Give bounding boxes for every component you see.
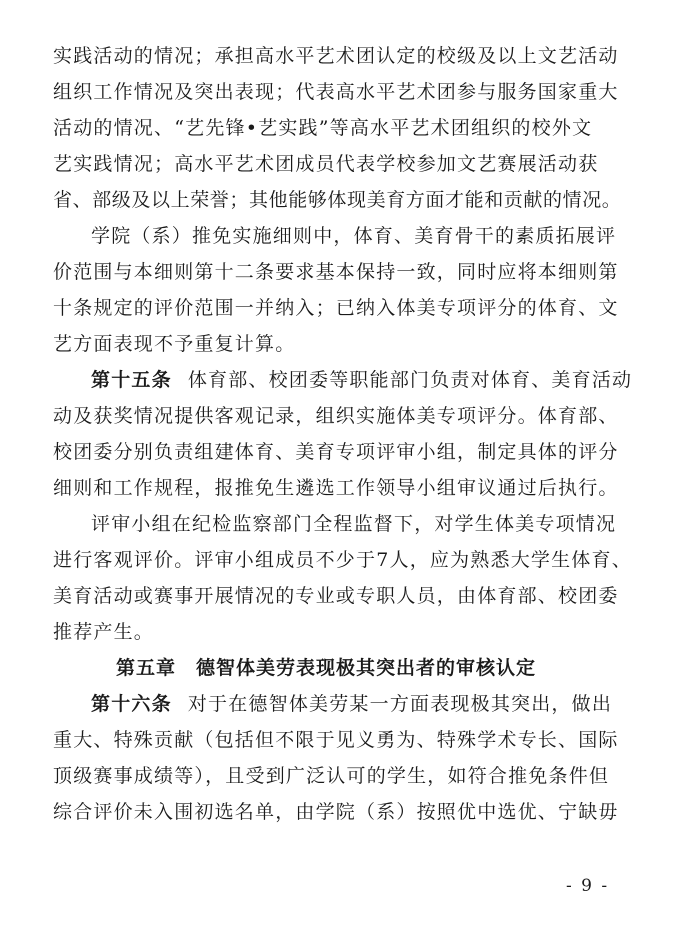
text-line: 对于在德智体美劳某一方面表现极其突出，做出 [187,693,613,715]
text-line: 体育部、校团委等职能部门负责对体育、美育活动 [187,369,633,391]
text-line: 美育活动或赛事开展情况的专业或专职人员，由体育部、校团委 [53,585,619,607]
text-line: 价范围与本细则第十二条要求基本保持一致，同时应将本细则第 [53,261,619,283]
text-line: 艺方面表现不予重复计算。 [53,333,296,355]
text-line: 重大、特殊贡献（包括但不限于见义勇为、特殊学术专长、国际 [53,729,619,751]
article-15-paragraph-start [91,367,632,393]
text-line: 综合评价未入围初选名单，由学院（系）按照优中选优、宁缺毋 [53,801,619,823]
article-16-paragraph-start [91,691,612,717]
chapter-heading: 第五章 德智体美劳表现极其突出者的审核认定 [116,657,537,679]
text-line: 艺实践情况；高水平艺术团成员代表学校参加文艺赛展活动获 [53,153,599,175]
text-line: 进行客观评价。评审小组成员不少于7人，应为熟悉大学生体育、 [53,549,632,571]
text-line: 学院（系）推免实施细则中，体育、美育骨干的素质拓展评 [91,225,617,247]
page-number: - 9 - [566,876,610,896]
text-line: 动及获奖情况提供客观记录，组织实施体美专项评分。体育部、 [53,405,619,427]
text-line: 组织工作情况及突出表现；代表高水平艺术团参与服务国家重大 [53,81,619,103]
text-line: 省、部级及以上荣誉；其他能够体现美育方面才能和贡献的情况。 [53,189,622,211]
article-15-label: 第十五条 [91,369,172,391]
text-line: 活动的情况、“艺先锋•艺实践”等高水平艺术团组织的校外文 [53,117,593,139]
text-line: 推荐产生。 [53,621,155,643]
text-line: 顶级赛事成绩等），且受到广泛认可的学生，如符合推免条件但 [53,765,610,787]
text-line: 校团委分别负责组建体育、美育专项评审小组，制定具体的评分 [53,441,619,463]
text-line: 十条规定的评价范围一并纳入；已纳入体美专项评分的体育、文 [53,297,619,319]
text-line: 细则和工作规程，报推免生遴选工作领导小组审议通过后执行。 [53,477,619,499]
text-line: 实践活动的情况；承担高水平艺术团认定的校级及以上文艺活动 [53,45,619,67]
text-line: 评审小组在纪检监察部门全程监督下，对学生体美专项情况 [91,513,617,535]
article-16-label: 第十六条 [91,693,172,715]
